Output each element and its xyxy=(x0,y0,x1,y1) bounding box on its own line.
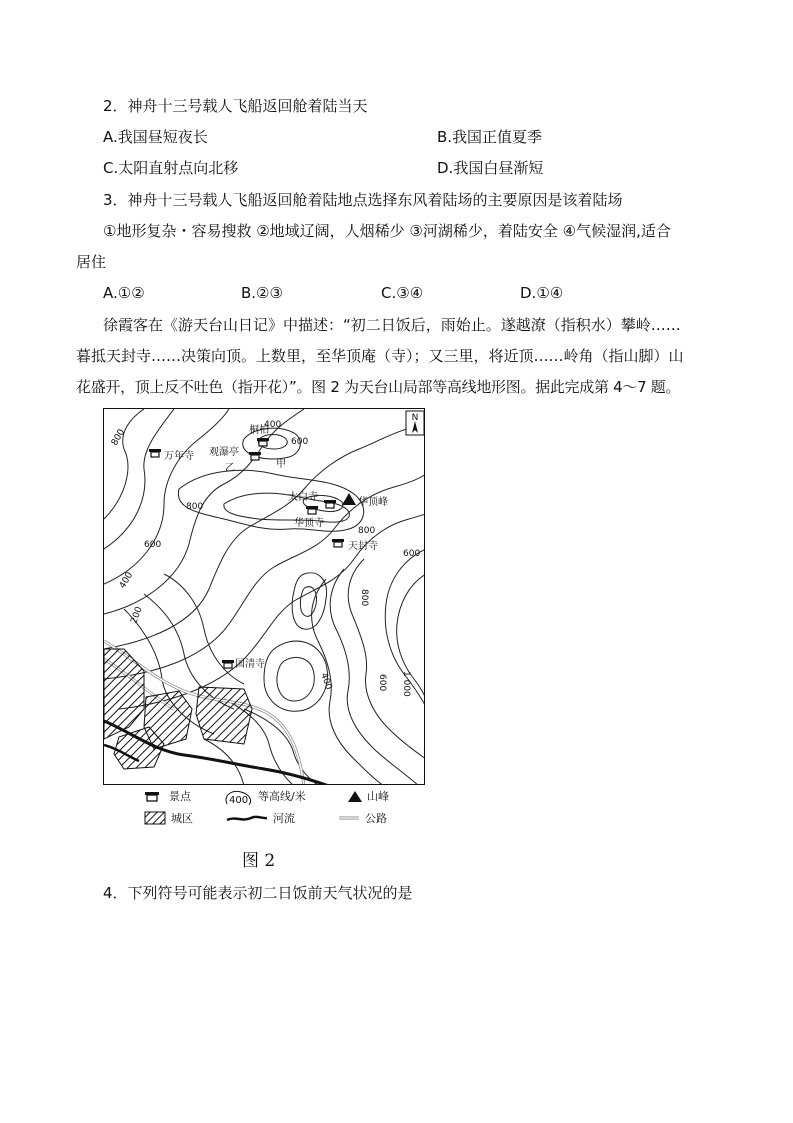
scenic-icon-taibai xyxy=(324,500,336,508)
q3-statements-line1: ①地形复杂・容易搜救 ②地域辽阔，人烟稀少 ③河湖稀少，着陆安全 ④气候湿润,适合 xyxy=(103,222,671,240)
legend-contour-label: 等高线/米 xyxy=(258,790,306,803)
contour-label-400-s: 400 xyxy=(318,671,334,692)
contour-label-800-s: 800 xyxy=(359,589,369,607)
scenic-icon-huadingsi xyxy=(306,506,318,514)
contour-label-600-e: 600 xyxy=(403,549,421,559)
map-legend xyxy=(103,788,425,830)
scenic-icon-wannian xyxy=(149,449,161,457)
urban-area-3 xyxy=(196,687,252,744)
label-tianfeng: 天封寺 xyxy=(348,541,378,552)
legend-scenic-label: 景点 xyxy=(169,790,191,803)
north-label: N xyxy=(411,413,419,423)
scenic-icon-tianfeng xyxy=(332,539,344,547)
scenic-icon-guoqing xyxy=(222,660,234,668)
contour-label-600-top: 600 xyxy=(291,437,309,447)
q3-option-c: C.③④ xyxy=(381,284,424,302)
north-arrow xyxy=(406,411,424,435)
legend-scenic-icon xyxy=(145,792,159,801)
contour-label-400-w: 400 xyxy=(117,570,136,591)
passage-line3: 花盛开，顶上反不吐色（指开花）”。图 2 为天台山局部等高线地形图。据此完成第 4～7 题。 xyxy=(76,378,681,396)
scenic-icon-tongbai xyxy=(257,438,269,446)
contour-label-400-top: 400 xyxy=(264,420,282,430)
scenic-icon-guanputing xyxy=(249,452,261,460)
contour-label-1000-se: 1 000 xyxy=(401,671,411,697)
label-huadingfeng: 华顶峰 xyxy=(358,497,388,508)
q3-option-d: D.①④ xyxy=(520,284,564,302)
contour-map-svg xyxy=(104,409,425,785)
figure-caption: 图 2 xyxy=(242,851,276,871)
label-tongbai: 桐柏 xyxy=(249,425,269,436)
q2-option-c: C.太阳直射点向北移 xyxy=(103,159,239,177)
label-wannian: 万年寺 xyxy=(164,451,194,462)
legend-peak-icon xyxy=(348,791,362,802)
q2-stem: 2．神舟十三号载人飞船返回舱着陆当天 xyxy=(103,97,368,115)
contour-map xyxy=(103,408,425,785)
q2-option-a: A.我国昼短夜长 xyxy=(103,128,208,146)
contour-label-800-nw: 800 xyxy=(109,427,128,448)
contour-label-800-mid: 800 xyxy=(186,502,204,512)
legend-urban-icon xyxy=(145,812,165,824)
legend-river-label: 河流 xyxy=(273,812,295,825)
label-taibai: 太白寺 xyxy=(288,492,318,503)
contour-label-800-hd: 800 xyxy=(358,526,376,536)
legend-river-icon xyxy=(227,817,267,820)
q3-stem: 3．神舟十三号载人飞船返回舱着陆地点选择东风着陆场的主要原因是该着陆场 xyxy=(103,191,623,209)
passage-line2: 暮抵天封寺……决策向顶。上数里，至华顶庵（寺）；又三里，将近顶……岭角（指山脚）山 xyxy=(76,347,684,365)
label-huadingsi: 华顶寺 xyxy=(294,518,324,529)
legend-urban-label: 城区 xyxy=(171,812,193,825)
legend-road-label: 公路 xyxy=(365,812,387,825)
legend-contour-sample: 400 xyxy=(229,795,249,806)
legend-peak-label: 山峰 xyxy=(367,790,389,803)
label-yi: 乙 xyxy=(225,463,235,474)
label-guanputing: 观瀑亭 xyxy=(209,447,239,458)
q2-option-d: D.我国白昼渐短 xyxy=(437,159,544,177)
contour-label-200-w: 200 xyxy=(129,605,145,626)
q4-stem: 4．下列符号可能表示初二日饭前天气状况的是 xyxy=(103,884,413,902)
label-guoqing: 国清寺 xyxy=(235,659,265,670)
q3-statements-line2: 居住 xyxy=(76,253,107,271)
passage-line1: 徐霞客在《游天台山日记》中描述：“初二日饭后，雨始止。遂越潦（指积水）攀岭…… xyxy=(103,316,681,334)
peak-icon-huadingfeng xyxy=(342,493,356,505)
contour-label-600-se: 600 xyxy=(377,674,387,692)
contour-label-600-w: 600 xyxy=(144,540,162,550)
q3-option-b: B.②③ xyxy=(241,284,283,302)
label-jia: 甲 xyxy=(276,459,286,470)
q3-option-a: A.①② xyxy=(103,284,145,302)
q2-option-b: B.我国正值夏季 xyxy=(437,128,543,146)
